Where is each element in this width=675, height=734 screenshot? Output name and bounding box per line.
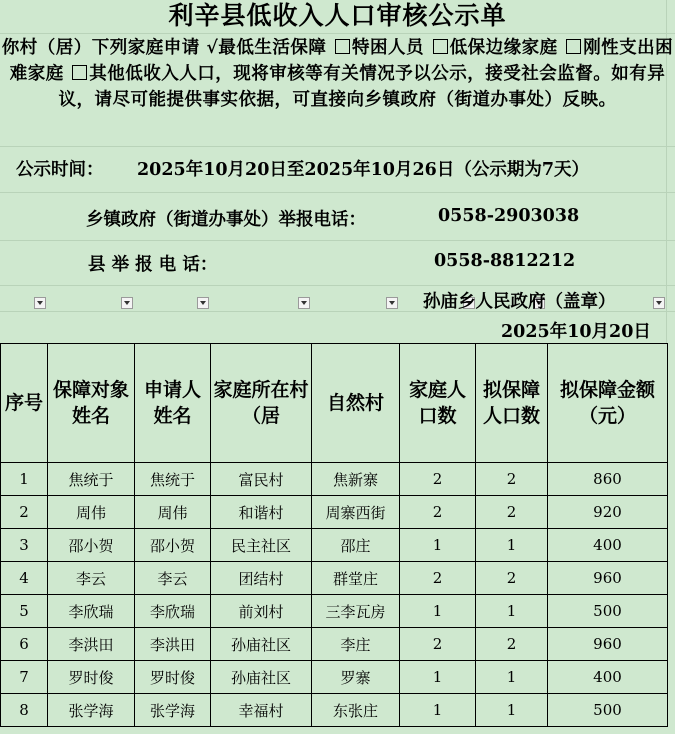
- filter-dropdown-button[interactable]: [298, 297, 310, 309]
- period-value: 2025年10月20日至2025年10月26日（公示期为7天）: [137, 160, 589, 180]
- filter-dropdown-button[interactable]: [386, 297, 398, 309]
- cell-amount[interactable]: 500: [548, 694, 668, 727]
- table-row: [1, 529, 668, 562]
- cell-recipient[interactable]: 周伟: [48, 496, 135, 529]
- gridline: [0, 285, 675, 286]
- col-header-household-size: 家庭人口数: [400, 344, 476, 463]
- cell-household-size[interactable]: 2: [400, 562, 476, 595]
- notice-text: [0, 35, 675, 113]
- filter-dropdown-button[interactable]: [653, 297, 665, 309]
- cell-recipient[interactable]: 李云: [48, 562, 135, 595]
- cell-index[interactable]: 1: [1, 463, 48, 496]
- cell-recipient[interactable]: 张学海: [48, 694, 135, 727]
- cell-village[interactable]: 幸福村: [211, 694, 312, 727]
- cell-index[interactable]: 5: [1, 595, 48, 628]
- cell-natural-village[interactable]: 群堂庄: [312, 562, 400, 595]
- period-label: 公示时间：: [16, 160, 104, 180]
- col-header-recipient: 保障对象姓名: [48, 344, 135, 463]
- option-label: 低保边缘家庭: [449, 38, 558, 58]
- cell-index[interactable]: 7: [1, 661, 48, 694]
- table-row: [1, 595, 668, 628]
- cell-covered-size[interactable]: 1: [476, 661, 548, 694]
- table-header-row: [1, 344, 668, 463]
- checkbox-icon: [335, 39, 350, 54]
- table-row: [1, 661, 668, 694]
- cell-index[interactable]: 8: [1, 694, 48, 727]
- cell-covered-size[interactable]: 2: [476, 463, 548, 496]
- cell-household-size[interactable]: 2: [400, 496, 476, 529]
- cell-applicant[interactable]: 张学海: [135, 694, 211, 727]
- table-row: [1, 496, 668, 529]
- table-row: [1, 562, 668, 595]
- col-header-covered-size: 拟保障人口数: [476, 344, 548, 463]
- cell-applicant[interactable]: 周伟: [135, 496, 211, 529]
- county-hotline-number: 0558-8812212: [434, 251, 576, 271]
- cell-household-size[interactable]: 1: [400, 694, 476, 727]
- cell-village[interactable]: 富民村: [211, 463, 312, 496]
- table-row: [1, 628, 668, 661]
- cell-household-size[interactable]: 1: [400, 661, 476, 694]
- cell-index[interactable]: 3: [1, 529, 48, 562]
- cell-village[interactable]: 孙庙社区: [211, 628, 312, 661]
- cell-index[interactable]: 4: [1, 562, 48, 595]
- cell-household-size[interactable]: 1: [400, 529, 476, 562]
- issue-date: 2025年10月20日: [501, 322, 651, 342]
- col-header-natural-village: 自然村: [312, 344, 400, 463]
- cell-amount[interactable]: 400: [548, 661, 668, 694]
- cell-applicant[interactable]: 焦统于: [135, 463, 211, 496]
- cell-recipient[interactable]: 邵小贺: [48, 529, 135, 562]
- table-row: [1, 694, 668, 727]
- town-hotline-number: 0558-2903038: [438, 206, 580, 226]
- town-hotline-label: 乡镇政府（街道办事处）举报电话：: [86, 210, 366, 230]
- county-hotline-label: 县 举 报 电 话：: [88, 255, 218, 275]
- cell-recipient[interactable]: 罗时俊: [48, 661, 135, 694]
- cell-applicant[interactable]: 邵小贺: [135, 529, 211, 562]
- option-label: 最低生活保障: [218, 38, 327, 58]
- issuer-name: 孙庙乡人民政府（盖章）: [423, 292, 616, 312]
- filter-dropdown-button[interactable]: [34, 297, 46, 309]
- gridline: [0, 146, 675, 147]
- recipients-table: [0, 343, 668, 727]
- notice-suffix: ，现将审核等有关情况予以公示，接受社会监督。如有异议，请尽可能提供事实依据，可直接向乡镇政府（街道办事处）反映。: [58, 64, 666, 110]
- cell-recipient[interactable]: 焦统于: [48, 463, 135, 496]
- cell-amount[interactable]: 860: [548, 463, 668, 496]
- cell-village[interactable]: 民主社区: [211, 529, 312, 562]
- gridline: [0, 240, 675, 241]
- option-label: 特困人员: [352, 38, 424, 58]
- cell-natural-village[interactable]: 东张庄: [312, 694, 400, 727]
- cell-covered-size[interactable]: 1: [476, 595, 548, 628]
- cell-amount[interactable]: 960: [548, 628, 668, 661]
- page-title: 利辛县低收入人口审核公示单: [168, 1, 507, 30]
- option-label: 刚性支出困难家庭: [9, 38, 674, 84]
- cell-amount[interactable]: 920: [548, 496, 668, 529]
- col-header-applicant: 申请人姓名: [135, 344, 211, 463]
- col-header-village: 家庭所在村（居: [211, 344, 312, 463]
- cell-amount[interactable]: 960: [548, 562, 668, 595]
- filter-dropdown-button[interactable]: [121, 297, 133, 309]
- col-header-amount: 拟保障金额（元）: [548, 344, 668, 463]
- cell-village[interactable]: 团结村: [211, 562, 312, 595]
- cell-natural-village[interactable]: 焦新寨: [312, 463, 400, 496]
- cell-natural-village[interactable]: 罗寨: [312, 661, 400, 694]
- cell-natural-village[interactable]: 邵庄: [312, 529, 400, 562]
- notice-prefix: 你村（居）下列家庭申请: [1, 38, 200, 58]
- cell-natural-village[interactable]: 三李瓦房: [312, 595, 400, 628]
- cell-covered-size[interactable]: 2: [476, 562, 548, 595]
- cell-amount[interactable]: 500: [548, 595, 668, 628]
- cell-applicant[interactable]: 李洪田: [135, 628, 211, 661]
- cell-covered-size[interactable]: 2: [476, 628, 548, 661]
- cell-covered-size[interactable]: 1: [476, 694, 548, 727]
- cell-index[interactable]: 6: [1, 628, 48, 661]
- cell-covered-size[interactable]: 1: [476, 529, 548, 562]
- cell-applicant[interactable]: 罗时俊: [135, 661, 211, 694]
- cell-household-size[interactable]: 2: [400, 628, 476, 661]
- cell-natural-village[interactable]: 周寨西街: [312, 496, 400, 529]
- cell-applicant[interactable]: 李云: [135, 562, 211, 595]
- cell-index[interactable]: 2: [1, 496, 48, 529]
- gridline: [0, 192, 675, 193]
- cell-amount[interactable]: 400: [548, 529, 668, 562]
- cell-village[interactable]: 前刘村: [211, 595, 312, 628]
- filter-dropdown-button[interactable]: [197, 297, 209, 309]
- gridline: [0, 33, 675, 34]
- checkbox-icon: [566, 39, 581, 54]
- check-mark-icon: √: [206, 38, 219, 58]
- cell-covered-size[interactable]: 2: [476, 496, 548, 529]
- cell-natural-village[interactable]: 李庄: [312, 628, 400, 661]
- cell-recipient[interactable]: 李洪田: [48, 628, 135, 661]
- option-label: 其他低收入人口: [89, 64, 216, 84]
- table-row: [1, 463, 668, 496]
- cell-applicant[interactable]: 李欣瑞: [135, 595, 211, 628]
- cell-household-size[interactable]: 2: [400, 463, 476, 496]
- checkbox-icon: [72, 65, 87, 80]
- col-header-index: 序号: [1, 344, 48, 463]
- cell-household-size[interactable]: 1: [400, 595, 476, 628]
- checkbox-icon: [433, 39, 448, 54]
- cell-recipient[interactable]: 李欣瑞: [48, 595, 135, 628]
- cell-village[interactable]: 和谐村: [211, 496, 312, 529]
- cell-village[interactable]: 孙庙社区: [211, 661, 312, 694]
